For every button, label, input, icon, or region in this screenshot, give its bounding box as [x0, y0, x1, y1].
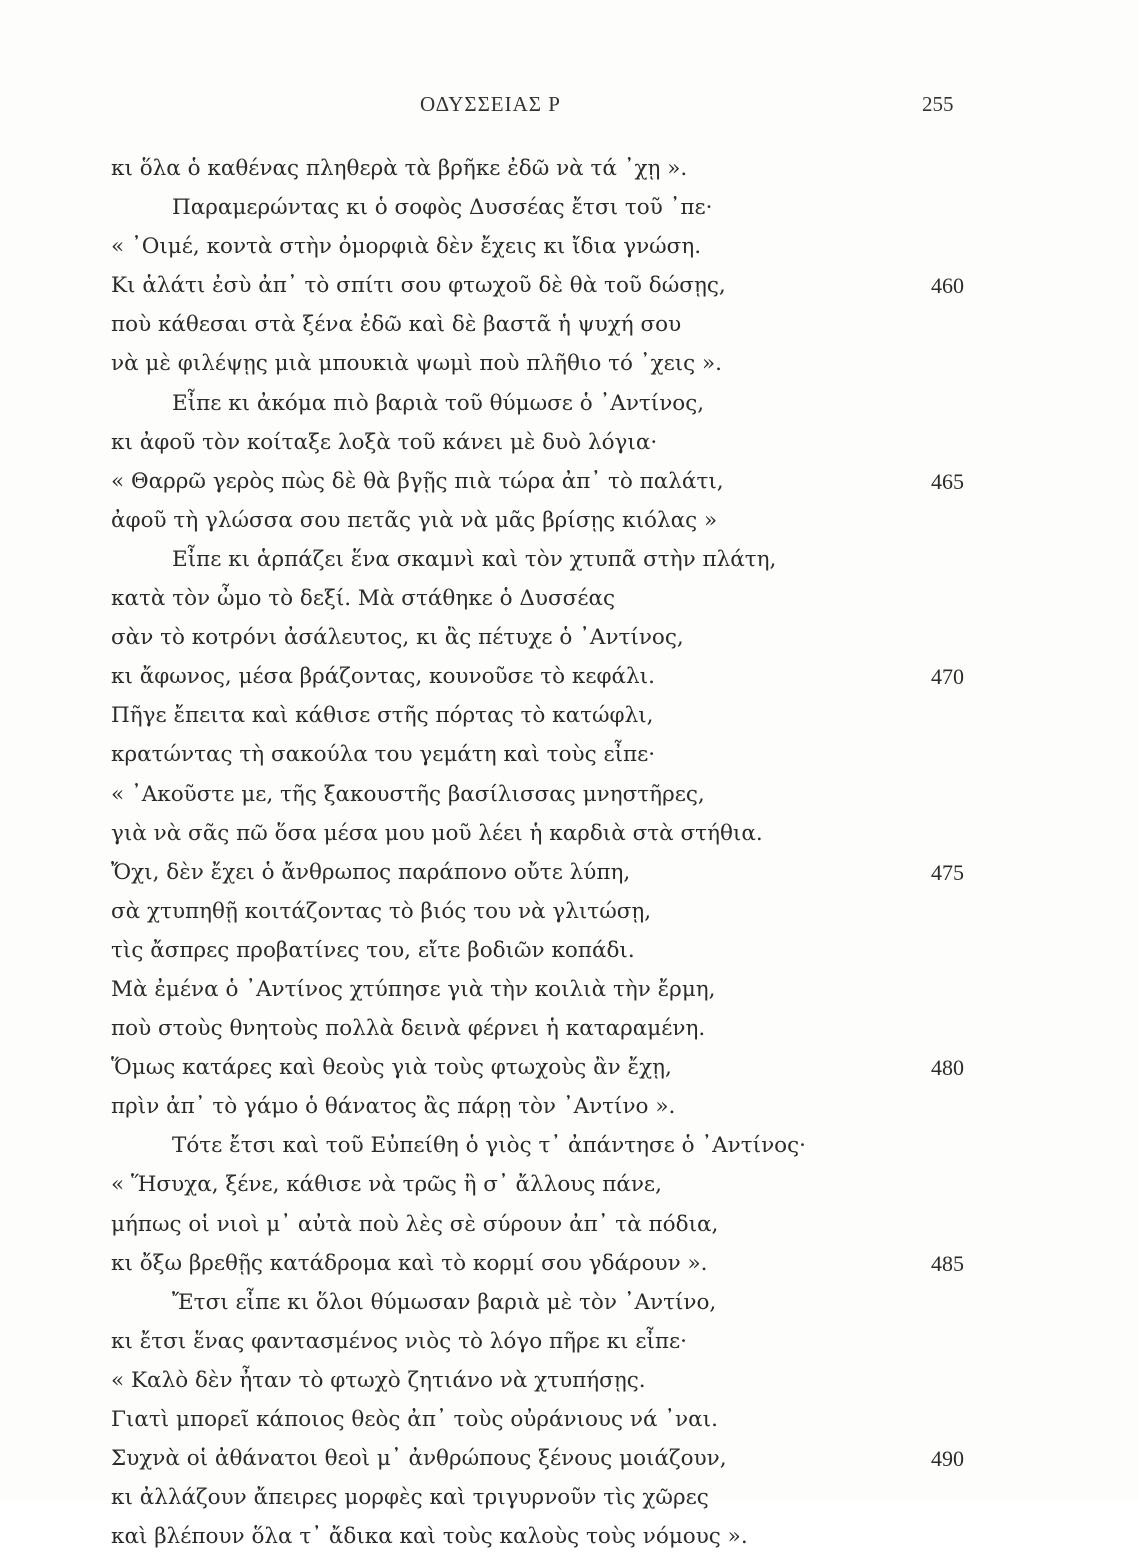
- running-head: [0, 92, 1138, 122]
- page-number: 255: [922, 92, 954, 116]
- verse-line: [0, 1168, 1138, 1207]
- verse-line: [0, 699, 1138, 738]
- verse-text: Μὰ ἐμένα ὁ ᾿Αντίνος χτύπησε γιὰ τὴν κοιλιὰ τὴν ἔρμη,: [111, 976, 716, 1002]
- verse-text: καὶ βλέπουν ὅλα τ᾿ ἄδικα καὶ τοὺς καλοὺς τοὺς νόμους ».: [111, 1524, 748, 1550]
- verse-text: σὰ χτυπηθῇ κοιτάζοντας τὸ βιός του νὰ γλιτώσῃ,: [111, 898, 652, 924]
- verse-text: νὰ μὲ φιλέψῃς μιὰ μπουκιὰ ψωμὶ ποὺ πλῆθιο τό ᾿χεις ».: [111, 351, 723, 377]
- verse-line: [0, 1403, 1138, 1442]
- verse-line: [0, 621, 1138, 660]
- verse-text: μήπως οἱ νιοὶ μ᾿ αὐτὰ ποὺ λὲς σὲ σύρουν ἀπ᾿ τὰ πόδια,: [111, 1211, 719, 1237]
- verse-line: [0, 973, 1138, 1012]
- verse-line: [0, 269, 1138, 308]
- verse-line: [0, 582, 1138, 621]
- verse-line: [0, 895, 1138, 934]
- line-number: 475: [931, 859, 964, 885]
- verse-line: [0, 504, 1138, 543]
- verse-text: « Θαρρῶ γερὸς πὼς δὲ θὰ βγῇς πιὰ τώρα ἀπ᾿ τὸ παλάτι,: [111, 468, 724, 494]
- verse-line: [0, 934, 1138, 973]
- verse-line: [0, 230, 1138, 269]
- verse-text: « ᾿Ακοῦστε με, τῆς ξακουστῆς βασίλισσας μνηστῆρες,: [111, 781, 705, 807]
- verse-line: [0, 1129, 1138, 1168]
- verse-text: κι ἀλλάζουν ἄπειρες μορφὲς καὶ τριγυρνοῦν τὶς χῶρες: [111, 1485, 709, 1511]
- verse-line: [0, 191, 1138, 230]
- verse-line: [0, 660, 1138, 699]
- verse-line: [0, 1325, 1138, 1364]
- verse-text: Κι ἁλάτι ἐσὺ ἀπ᾿ τὸ σπίτι σου φτωχοῦ δὲ θὰ τοῦ δώσῃς,: [111, 273, 726, 299]
- verse-text: σὰν τὸ κοτρόνι ἀσάλευτος, κι ἂς πέτυχε ὁ ᾿Αντίνος,: [111, 625, 684, 651]
- verse-line: [0, 1247, 1138, 1286]
- line-number: 470: [931, 664, 964, 690]
- verse-line: [0, 465, 1138, 504]
- verse-text: Γιατὶ μπορεῖ κάποιος θεὸς ἀπ᾿ τοὺς οὐράνιους νά ᾿ναι.: [111, 1407, 718, 1432]
- verse-text: ποὺ στοὺς θνητοὺς πολλὰ δεινὰ φέρνει ἡ καταραμένη.: [111, 1016, 706, 1042]
- verse-line: [0, 1208, 1138, 1247]
- verse-text: Εἶπε κι ἀκόμα πιὸ βαριὰ τοῦ θύμωσε ὁ ᾿Αντίνος,: [172, 390, 705, 416]
- verse-line: [0, 1012, 1138, 1051]
- verse-line: [0, 387, 1138, 426]
- verse-text: ἀφοῦ τὴ γλώσσα σου πετᾶς γιὰ νὰ μᾶς βρίσῃς κιόλας »: [111, 507, 718, 533]
- verse-line: [0, 856, 1138, 895]
- verse-text: κι ἔτσι ἕνας φαντασμένος νιὸς τὸ λόγο πῆρε κι εἶπε·: [111, 1328, 687, 1354]
- verse-text: κι ὅλα ὁ καθένας πληθερὰ τὰ βρῆκε ἐδῶ νὰ τά ᾿χῃ ».: [111, 156, 688, 181]
- verse-text: « Καλὸ δὲν ἦταν τὸ φτωχὸ ζητιάνο νὰ χτυπήσῃς.: [111, 1367, 646, 1393]
- verse-text: Παραμερώντας κι ὁ σοφὸς Δυσσέας ἔτσι τοῦ ᾿πε·: [172, 195, 713, 221]
- verse-line: [0, 543, 1138, 582]
- verse-text: γιὰ νὰ σᾶς πῶ ὅσα μέσα μου μοῦ λέει ἡ καρδιὰ στὰ στήθια.: [111, 820, 763, 846]
- verse-text: Τότε ἔτσι καὶ τοῦ Εὐπείθη ὁ γιὸς τ᾿ ἀπάντησε ὁ ᾿Αντίνος·: [172, 1133, 806, 1159]
- verse-text: Συχνὰ οἱ ἀθάνατοι θεοὶ μ᾿ ἀνθρώπους ξένους μοιάζουν,: [111, 1446, 727, 1472]
- running-head-title: ΟΔΥΣΣΕΙΑΣ Ρ: [420, 92, 561, 116]
- line-number: 480: [931, 1055, 964, 1081]
- verse-text: Ὄχι, δὲν ἔχει ὁ ἄνθρωπος παράπονο οὔτε λύπη,: [111, 859, 631, 885]
- verse-line: [0, 308, 1138, 347]
- line-number: 465: [931, 468, 964, 494]
- verse-text: κατὰ τὸν ὦμο τὸ δεξί. Μὰ στάθηκε ὁ Δυσσέας: [111, 586, 616, 612]
- verse-line: [0, 1442, 1138, 1481]
- verse-line: [0, 1286, 1138, 1325]
- verse-line: [0, 1364, 1138, 1403]
- verse-text: « ᾿Οιμέ, κοντὰ στὴν ὀμορφιὰ δὲν ἔχεις κι ἴδια γνώση.: [111, 234, 702, 260]
- verse-text: Πῆγε ἔπειτα καὶ κάθισε στῆς πόρτας τὸ κατώφλι,: [111, 703, 654, 729]
- verse-line: [0, 152, 1138, 191]
- verse-line: [0, 817, 1138, 856]
- verse-line: [0, 778, 1138, 817]
- verse-line: [0, 426, 1138, 465]
- line-number: 490: [931, 1446, 964, 1472]
- line-number: 460: [931, 273, 964, 299]
- verse-text: « Ἥσυχα, ξένε, κάθισε νὰ τρῶς ἢ σ᾿ ἄλλους πάνε,: [111, 1172, 662, 1198]
- verse-text: Ἔτσι εἶπε κι ὅλοι θύμωσαν βαριὰ μὲ τὸν ᾿Αντίνο,: [172, 1289, 717, 1315]
- verse-line: [0, 1090, 1138, 1129]
- verse-text: ποὺ κάθεσαι στὰ ξένα ἐδῶ καὶ δὲ βαστᾶ ἡ ψυχή σου: [111, 312, 682, 338]
- verse-text: κι ὄξω βρεθῇς κατάδρομα καὶ τὸ κορμί σου γδάρουν ».: [111, 1250, 708, 1276]
- verse-text: κι ἄφωνος, μέσα βράζοντας, κουνοῦσε τὸ κεφάλι.: [111, 664, 655, 690]
- line-number: 485: [931, 1250, 964, 1276]
- verse-line: [0, 738, 1138, 777]
- verse-text: κι ἀφοῦ τὸν κοίταξε λοξὰ τοῦ κάνει μὲ δυὸ λόγια·: [111, 429, 658, 455]
- verse-line: [0, 1481, 1138, 1520]
- verse-text: κρατώντας τὴ σακούλα του γεμάτη καὶ τοὺς εἶπε·: [111, 742, 656, 768]
- verse-line: [0, 347, 1138, 386]
- verse-block: [0, 152, 1138, 1559]
- verse-text: τὶς ἄσπρες προβατίνες του, εἴτε βοδιῶν κοπάδι.: [111, 937, 635, 963]
- verse-text: Εἶπε κι ἁρπάζει ἕνα σκαμνὶ καὶ τὸν χτυπᾶ στὴν πλάτη,: [172, 546, 777, 572]
- verse-line: [0, 1520, 1138, 1559]
- verse-line: [0, 1051, 1138, 1090]
- verse-text: Ὅμως κατάρες καὶ θεοὺς γιὰ τοὺς φτωχοὺς ἂν ἔχῃ,: [111, 1055, 672, 1081]
- verse-text: πρὶν ἀπ᾿ τὸ γάμο ὁ θάνατος ἂς πάρῃ τὸν ᾿Αντίνο ».: [111, 1094, 676, 1120]
